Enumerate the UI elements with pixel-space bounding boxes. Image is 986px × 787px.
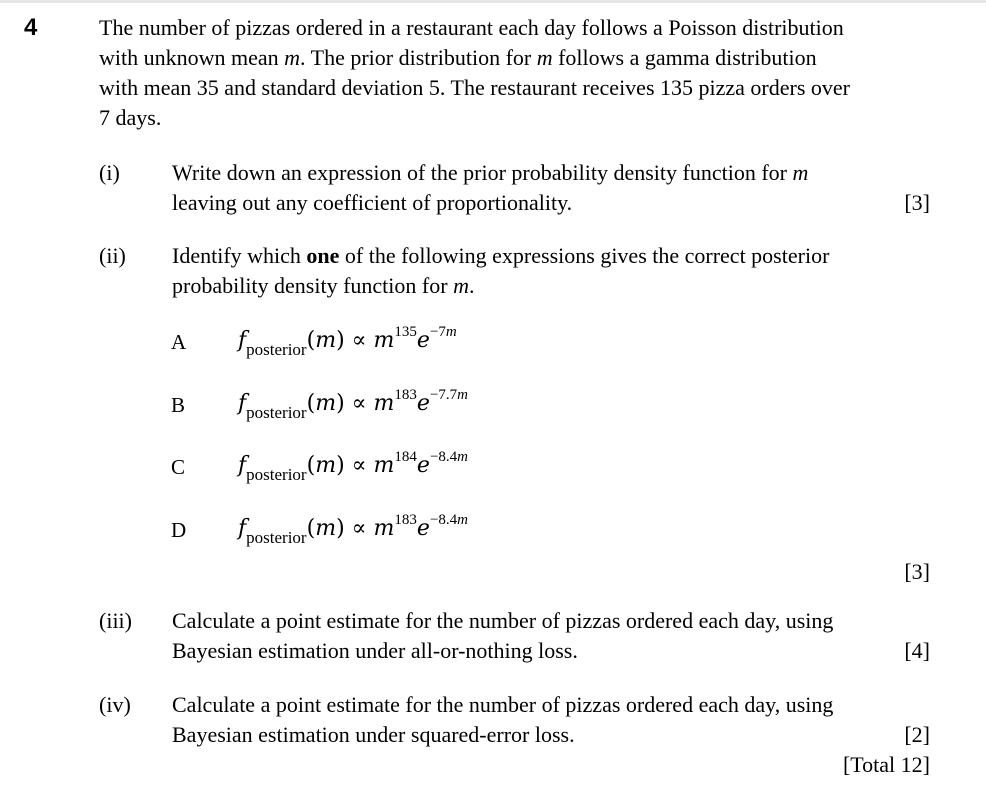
emphasis-one: one xyxy=(306,243,340,268)
e-exponent xyxy=(430,324,457,340)
part-text: Write down an expression of the prior probability density function for xyxy=(172,160,793,185)
f-symbol: f xyxy=(238,391,247,416)
e-symbol: e xyxy=(416,391,430,416)
option-expression-c xyxy=(238,451,468,483)
argument: (m) xyxy=(306,391,345,416)
stem-var-m: m xyxy=(536,45,553,70)
marks-ii: [3] xyxy=(904,559,930,584)
stem-text: follows a gamma distribution xyxy=(552,45,817,70)
argument: (m) xyxy=(306,328,345,353)
base-m: m xyxy=(373,516,395,541)
stem-line-3: with mean 35 and standard deviation 5. The restaurant receives 135 pizza orders over xyxy=(99,75,850,100)
part-iv-line-1: Calculate a point estimate for the number of pizzas ordered each day, using xyxy=(172,692,834,717)
part-label-iv: (iv) xyxy=(99,692,131,717)
stem-line-1: The number of pizzas ordered in a restaurant each day follows a Poisson distribution xyxy=(99,15,844,40)
question-number: 4 xyxy=(24,14,38,41)
base-m: m xyxy=(373,328,395,353)
part-ii-line-2 xyxy=(172,271,932,301)
f-symbol: f xyxy=(238,328,247,353)
exponent: 135 xyxy=(394,324,417,340)
subscript: posterior xyxy=(246,403,307,422)
proportional-symbol: ∝ xyxy=(344,453,374,478)
part-text-ii xyxy=(172,241,932,301)
base-m: m xyxy=(373,453,395,478)
e-exponent xyxy=(430,387,468,403)
option-expression-a xyxy=(238,326,457,358)
part-iv-line-2: Bayesian estimation under squared-error loss. xyxy=(172,722,575,747)
e-symbol: e xyxy=(416,453,430,478)
e-symbol: e xyxy=(416,516,430,541)
exponent: 183 xyxy=(394,387,417,403)
subscript: posterior xyxy=(246,465,307,484)
marks-iii: [4] xyxy=(904,638,930,663)
option-letter-b: B xyxy=(171,393,186,417)
e-exp-var: m xyxy=(457,512,468,528)
part-iii-line-2: Bayesian estimation under all-or-nothing loss. xyxy=(172,638,578,663)
part-text: Identify which xyxy=(172,243,307,268)
option-expression-b xyxy=(238,389,468,421)
stem-text: with unknown mean xyxy=(99,45,279,70)
exponent: 183 xyxy=(394,512,417,528)
part-text: of the following expressions gives the correct posterior xyxy=(339,243,830,268)
proportional-symbol: ∝ xyxy=(344,391,374,416)
base-m: m xyxy=(373,391,395,416)
marks-i: [3] xyxy=(904,190,930,215)
option-letter-c: C xyxy=(171,455,186,479)
exponent: 184 xyxy=(394,449,417,465)
e-symbol: e xyxy=(416,328,430,353)
question-stem xyxy=(99,13,959,133)
part-text: probability density function for xyxy=(172,273,454,298)
argument: (m) xyxy=(306,516,345,541)
e-exp-coef: −8.4 xyxy=(429,512,458,528)
e-exp-var: m xyxy=(457,387,468,403)
part-text-i xyxy=(172,158,932,218)
subscript: posterior xyxy=(246,528,307,547)
stem-line-4: 7 days. xyxy=(99,105,162,130)
f-symbol: f xyxy=(238,453,247,478)
part-i-line-1 xyxy=(172,158,932,188)
marks-iv: [2] xyxy=(904,722,930,747)
part-label-i: (i) xyxy=(99,160,120,185)
var-m: m xyxy=(453,273,469,298)
proportional-symbol: ∝ xyxy=(344,516,374,541)
e-exp-coef: −7.7 xyxy=(429,387,458,403)
e-exp-var: m xyxy=(457,449,468,465)
argument: (m) xyxy=(306,453,345,478)
e-exp-coef: −7 xyxy=(429,324,446,340)
e-exponent xyxy=(430,512,468,528)
subscript: posterior xyxy=(246,340,307,359)
part-i-line-2: leaving out any coefficient of proportionality. xyxy=(172,190,573,215)
stem-var-m: m xyxy=(284,45,301,70)
part-iii-line-1: Calculate a point estimate for the number of pizzas ordered each day, using xyxy=(172,608,834,633)
top-rule xyxy=(0,0,986,3)
var-m: m xyxy=(792,160,809,185)
e-exp-coef: −8.4 xyxy=(429,449,458,465)
e-exp-var: m xyxy=(445,324,457,340)
stem-text: . The prior distribution for xyxy=(300,45,532,70)
option-letter-d: D xyxy=(171,518,187,542)
option-expression-d xyxy=(238,514,468,546)
part-ii-line-1 xyxy=(172,241,932,271)
part-text-iv xyxy=(172,690,932,750)
part-label-ii: (ii) xyxy=(99,243,126,268)
stem-line-2 xyxy=(99,43,959,73)
option-letter-a: A xyxy=(171,330,187,354)
e-exponent xyxy=(430,449,468,465)
part-label-iii: (iii) xyxy=(99,608,132,633)
part-text-iii xyxy=(172,606,932,666)
total-marks: [Total 12] xyxy=(842,752,930,777)
part-text: . xyxy=(468,273,475,298)
f-symbol: f xyxy=(238,516,247,541)
proportional-symbol: ∝ xyxy=(344,328,374,353)
